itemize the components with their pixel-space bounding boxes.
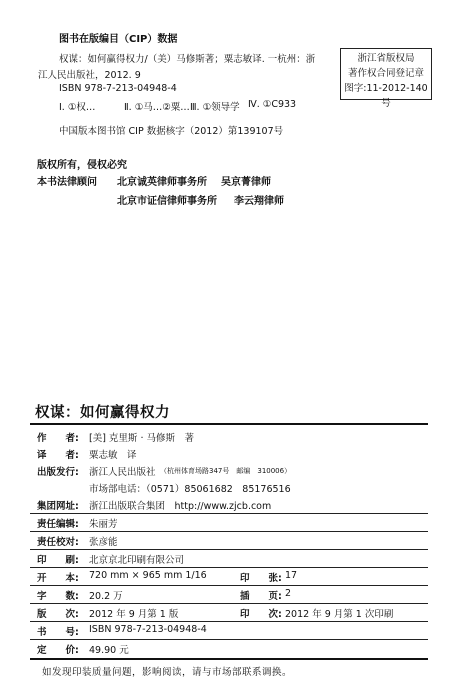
translator-label: 译 者:	[37, 450, 79, 461]
details-divider-7	[30, 621, 428, 622]
group-site-label: 集团网址:	[37, 501, 79, 512]
cip-heading: 图书在版编目（CIP）数据	[59, 34, 178, 45]
publisher-label: 出版发行:	[37, 467, 79, 478]
details-divider-3	[30, 549, 428, 550]
cip-library-number: 中国版本图书馆 CIP 数据核字（2012）第139107号	[59, 126, 284, 137]
law-firm-1: 北京诚英律师事务所	[117, 177, 207, 188]
proofreader-label: 责任校对:	[37, 537, 79, 548]
lawyer-2: 李云翔律师	[234, 196, 284, 207]
details-divider-8	[30, 639, 428, 640]
publisher-address: （杭州体育场路347号 邮编 310006）	[160, 467, 292, 475]
plates-label: 插 页:	[240, 591, 282, 602]
printing-label: 印 次:	[240, 609, 282, 620]
format-label: 开 本:	[37, 573, 79, 584]
printer-label: 印 刷:	[37, 555, 79, 566]
publisher-value: 浙江人民出版社	[89, 467, 156, 478]
group-site-value: 浙江出版联合集团 http://www.zjcb.com	[89, 501, 272, 512]
printing-value: 2012 年 9 月第 1 次印刷	[285, 609, 394, 620]
lawyer-1: 吴京菁律师	[221, 177, 271, 188]
cip-record-line2: 江人民出版社，2012. 9	[38, 70, 141, 81]
bottom-divider	[30, 658, 428, 660]
details-divider-6	[30, 603, 428, 604]
rights-notice: 版权所有，侵权必究	[37, 160, 127, 171]
cip-class-2: Ⅱ. ①马…②粟…	[124, 102, 190, 113]
details-divider-1	[30, 513, 428, 514]
book-number-value: ISBN 978-7-213-04948-4	[89, 624, 207, 635]
format-value: 720 mm × 965 mm 1/16	[89, 570, 207, 581]
edition-value: 2012 年 9 月第 1 版	[89, 609, 179, 620]
stamp-line-1: 浙江省版权局	[357, 53, 415, 64]
sheets-label: 印 张:	[240, 573, 282, 584]
book-title: 权谋：如何赢得权力	[35, 405, 170, 421]
price-value: 49.90 元	[89, 645, 129, 656]
details-divider-5	[30, 585, 428, 586]
law-firm-2: 北京市证信律师事务所	[117, 196, 217, 207]
printer-value: 北京京北印刷有限公司	[89, 555, 185, 566]
cip-class-4: Ⅳ. ①C933	[248, 99, 297, 110]
cip-class-1: Ⅰ. ①权…	[59, 102, 96, 113]
cip-class-3: Ⅲ. ①领导学	[190, 102, 240, 113]
translator-value: 粟志敏 译	[89, 450, 137, 461]
book-number-label: 书 号:	[37, 627, 79, 638]
author-label: 作 者:	[37, 433, 79, 444]
proofreader-value: 张彦能	[89, 537, 118, 548]
legal-counsel-label: 本书法律顾问	[37, 177, 97, 188]
edition-label: 版 次:	[37, 609, 79, 620]
word-count-value: 20.2 万	[89, 591, 123, 602]
title-divider	[30, 423, 428, 425]
market-phone: 市场部电话：（0571）85061682 85176516	[89, 484, 291, 495]
editor-value: 朱丽芳	[89, 519, 118, 530]
word-count-label: 字 数:	[37, 591, 79, 602]
details-divider-2	[30, 531, 428, 532]
sheets-value: 17	[285, 570, 298, 581]
details-divider-4	[30, 567, 428, 568]
author-value: [美] 克里斯 · 马修斯 著	[89, 433, 194, 444]
copyright-registration-stamp	[340, 48, 432, 109]
quality-notice: 如发现印装质量问题，影响阅读，请与市场部联系调换。	[42, 667, 293, 678]
plates-value: 2	[285, 588, 292, 599]
stamp-line-3: 图字:11-2012-140号	[344, 83, 428, 109]
editor-label: 责任编辑:	[37, 519, 79, 530]
price-label: 定 价:	[37, 645, 79, 656]
stamp-line-2: 著作权合同登记章	[347, 68, 424, 79]
cip-record-line1: 权谋：如何赢得权力/（美）马修斯著；粟志敏译. 一杭州：浙	[59, 54, 316, 65]
cip-isbn: ISBN 978-7-213-04948-4	[59, 83, 177, 94]
